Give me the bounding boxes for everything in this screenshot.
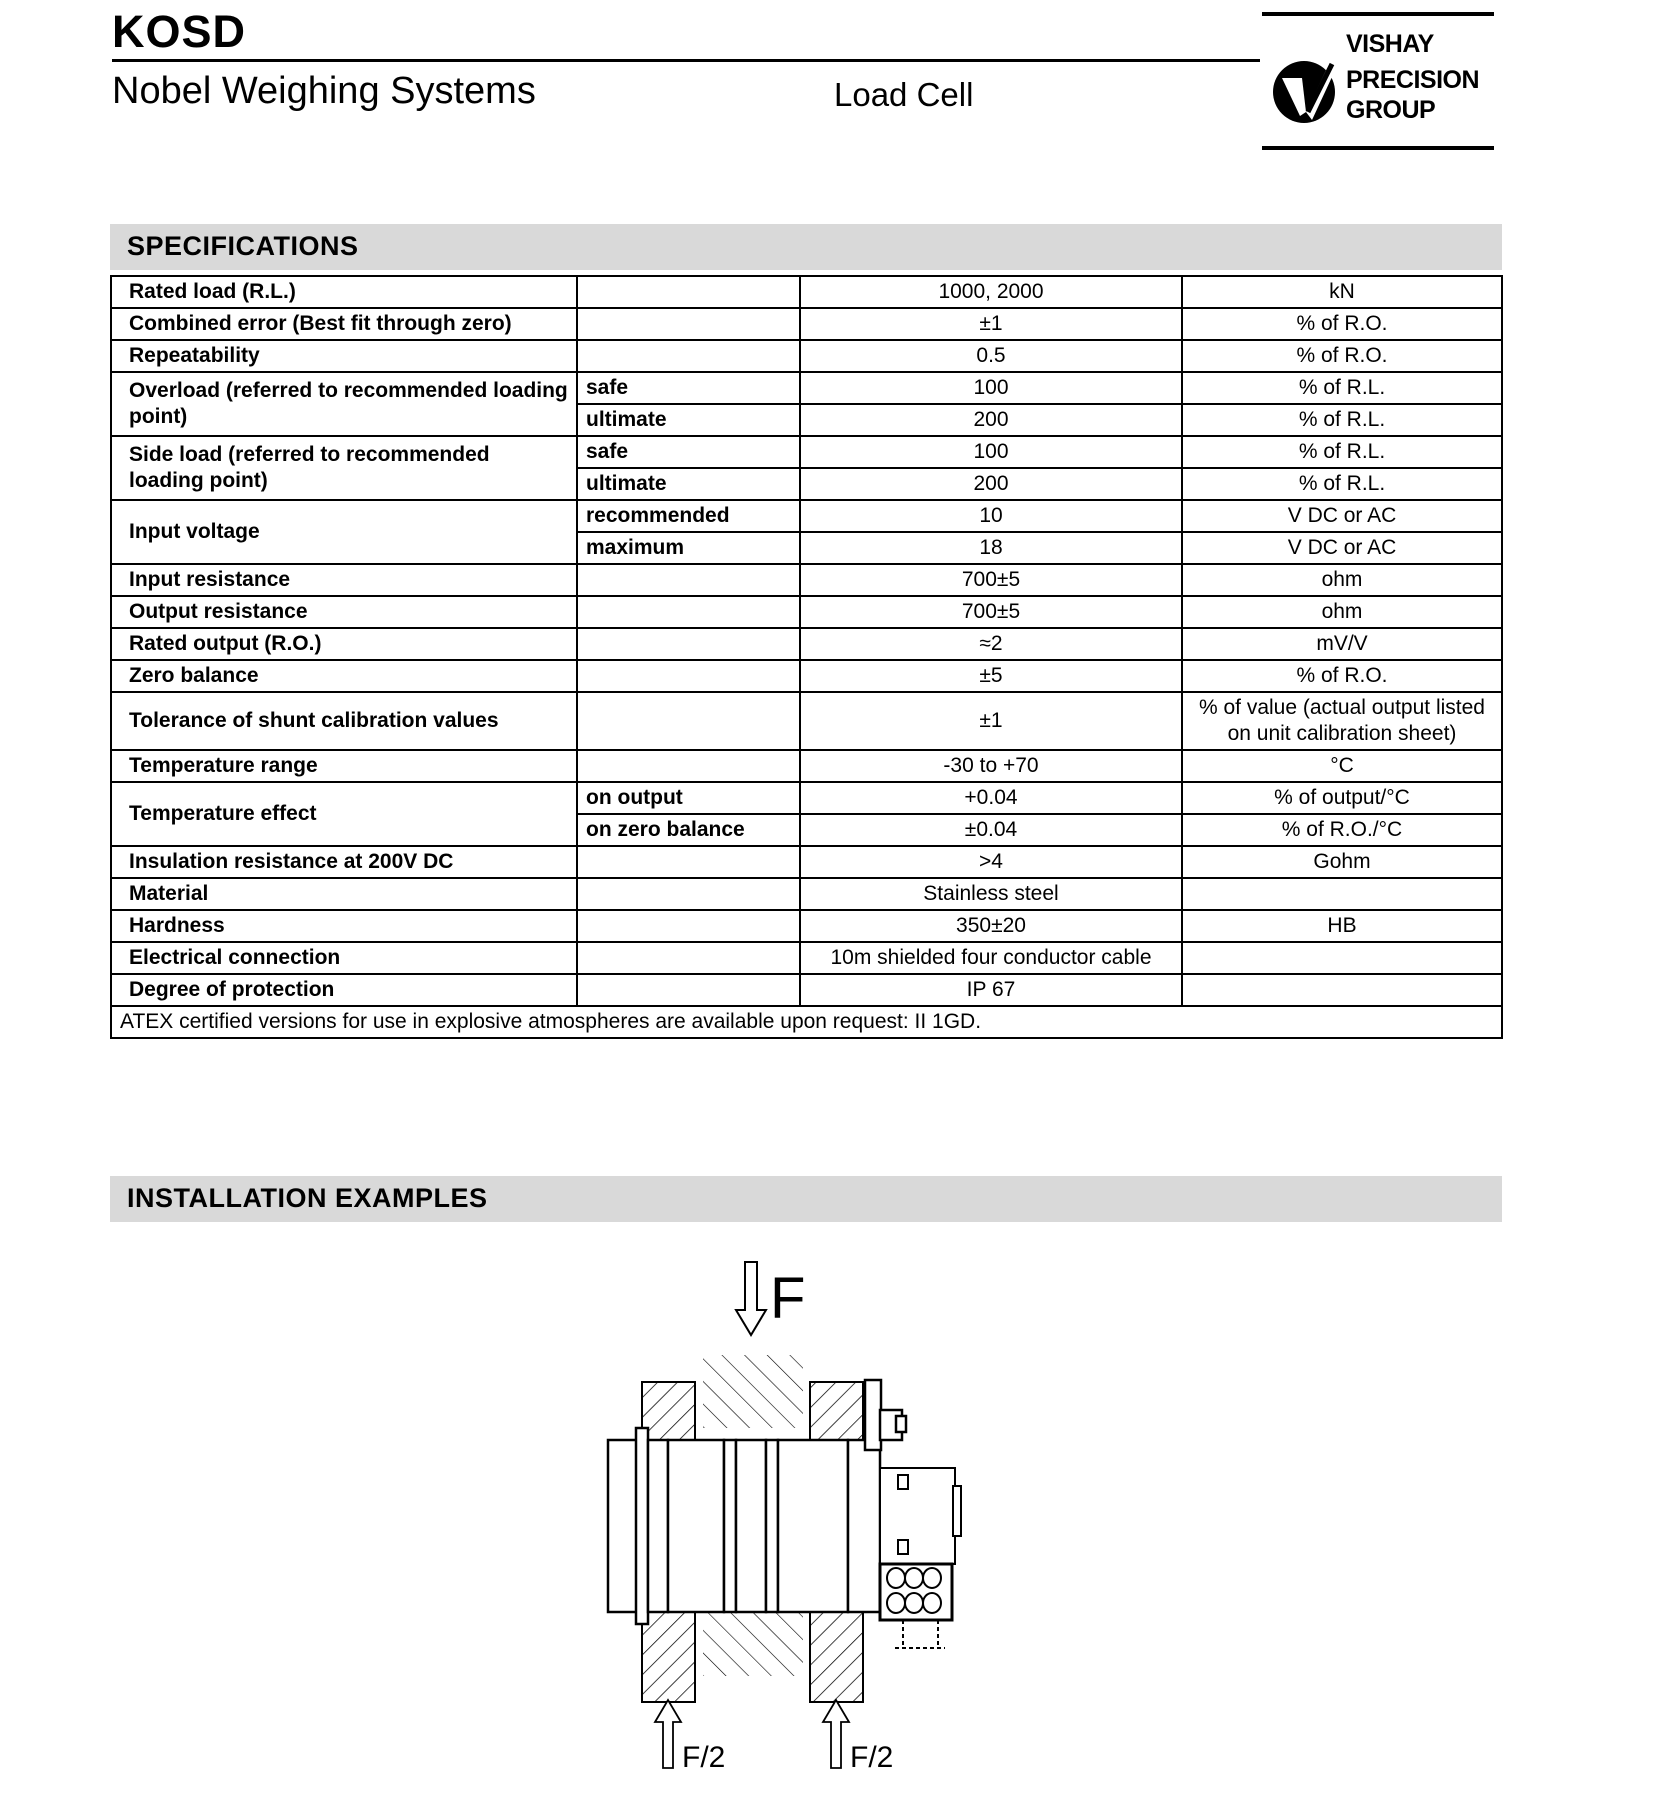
sub-cell xyxy=(577,660,800,692)
specifications-heading: SPECIFICATIONS xyxy=(127,231,359,261)
unit-cell: % of R.O./°C xyxy=(1182,814,1502,846)
table-row xyxy=(111,500,1502,532)
unit-cell: % of R.O. xyxy=(1182,308,1502,340)
param-cell: Insulation resistance at 200V DC xyxy=(111,846,577,878)
sub-cell xyxy=(577,596,800,628)
table-row xyxy=(111,974,1502,1006)
value-cell: ±0.04 xyxy=(800,814,1182,846)
sub-cell xyxy=(577,942,800,974)
sub-cell xyxy=(577,692,800,750)
reaction-label-right: F/2 xyxy=(850,1741,894,1774)
param-cell: Rated load (R.L.) xyxy=(111,276,577,308)
sub-cell xyxy=(577,628,800,660)
sub-cell: ultimate xyxy=(577,404,800,436)
value-cell: 18 xyxy=(800,532,1182,564)
sub-cell xyxy=(577,750,800,782)
sub-cell: maximum xyxy=(577,532,800,564)
param-cell: Rated output (R.O.) xyxy=(111,628,577,660)
unit-cell: Gohm xyxy=(1182,846,1502,878)
table-row xyxy=(111,564,1502,596)
unit-cell: % of value (actual output listed on unit calibration sheet) xyxy=(1182,692,1502,750)
table-row xyxy=(111,628,1502,660)
table-row xyxy=(111,942,1502,974)
reaction-arrow-left xyxy=(655,1700,681,1768)
sub-cell xyxy=(577,308,800,340)
param-cell: Combined error (Best fit through zero) xyxy=(111,308,577,340)
unit-cell: % of R.L. xyxy=(1182,436,1502,468)
reaction-label-left: F/2 xyxy=(682,1741,726,1774)
param-cell: Overload (referred to recommended loading point) xyxy=(111,372,577,436)
unit-cell: V DC or AC xyxy=(1182,500,1502,532)
table-row xyxy=(111,596,1502,628)
sub-cell: ultimate xyxy=(577,468,800,500)
table-row xyxy=(111,910,1502,942)
unit-cell xyxy=(1182,942,1502,974)
value-cell: +0.04 xyxy=(800,782,1182,814)
table-row xyxy=(111,750,1502,782)
table-row xyxy=(111,436,1502,468)
logo-text-precision: PRECISION xyxy=(1346,66,1480,94)
value-cell: ±5 xyxy=(800,660,1182,692)
unit-cell: ohm xyxy=(1182,564,1502,596)
atex-note: ATEX certified versions for use in explosive atmospheres are available upon request: II 1GD. xyxy=(111,1006,1502,1038)
value-cell: ≈2 xyxy=(800,628,1182,660)
sub-cell xyxy=(577,276,800,308)
product-type: Load Cell xyxy=(834,76,974,113)
unit-cell xyxy=(1182,974,1502,1006)
unit-cell: % of R.O. xyxy=(1182,340,1502,372)
value-cell: 700±5 xyxy=(800,596,1182,628)
param-cell: Input voltage xyxy=(111,500,577,564)
value-cell: 1000, 2000 xyxy=(800,276,1182,308)
unit-cell: % of R.O. xyxy=(1182,660,1502,692)
table-row xyxy=(111,1006,1502,1038)
specifications-header xyxy=(110,224,1502,270)
param-cell: Input resistance xyxy=(111,564,577,596)
value-cell: 700±5 xyxy=(800,564,1182,596)
unit-cell: HB xyxy=(1182,910,1502,942)
value-cell: 200 xyxy=(800,404,1182,436)
sub-cell xyxy=(577,974,800,1006)
header-rule xyxy=(112,59,1260,62)
value-cell: ±1 xyxy=(800,308,1182,340)
value-cell: IP 67 xyxy=(800,974,1182,1006)
vpg-emblem-icon xyxy=(1270,56,1342,128)
logo-text-group: GROUP xyxy=(1346,96,1436,124)
value-cell: ±1 xyxy=(800,692,1182,750)
logo-bottom-rule xyxy=(1262,146,1494,150)
unit-cell: kN xyxy=(1182,276,1502,308)
specifications-table xyxy=(110,275,1503,1039)
force-arrow xyxy=(736,1262,766,1335)
param-cell: Material xyxy=(111,878,577,910)
param-cell: Hardness xyxy=(111,910,577,942)
unit-cell: mV/V xyxy=(1182,628,1502,660)
table-row xyxy=(111,782,1502,814)
installation-diagram xyxy=(600,1255,980,1775)
sub-cell xyxy=(577,910,800,942)
sub-cell xyxy=(577,878,800,910)
table-row xyxy=(111,372,1502,404)
unit-cell: V DC or AC xyxy=(1182,532,1502,564)
param-cell: Repeatability xyxy=(111,340,577,372)
installation-header xyxy=(110,1176,1502,1222)
force-label: F xyxy=(770,1266,806,1331)
sub-cell: recommended xyxy=(577,500,800,532)
param-cell: Temperature effect xyxy=(111,782,577,846)
table-row xyxy=(111,340,1502,372)
table-row xyxy=(111,692,1502,750)
param-cell: Degree of protection xyxy=(111,974,577,1006)
sub-cell: safe xyxy=(577,436,800,468)
unit-cell xyxy=(1182,878,1502,910)
value-cell: 350±20 xyxy=(800,910,1182,942)
param-cell: Electrical connection xyxy=(111,942,577,974)
value-cell: Stainless steel xyxy=(800,878,1182,910)
company-name: Nobel Weighing Systems xyxy=(112,70,536,112)
param-cell: Tolerance of shunt calibration values xyxy=(111,692,577,750)
unit-cell: % of R.L. xyxy=(1182,372,1502,404)
unit-cell: % of R.L. xyxy=(1182,468,1502,500)
sub-cell: on output xyxy=(577,782,800,814)
sub-cell xyxy=(577,564,800,596)
value-cell: 100 xyxy=(800,372,1182,404)
value-cell: >4 xyxy=(800,846,1182,878)
cable-connector xyxy=(880,1468,961,1648)
sub-cell xyxy=(577,340,800,372)
value-cell: 10m shielded four conductor cable xyxy=(800,942,1182,974)
sub-cell: safe xyxy=(577,372,800,404)
value-cell: 100 xyxy=(800,436,1182,468)
unit-cell: °C xyxy=(1182,750,1502,782)
param-cell: Output resistance xyxy=(111,596,577,628)
param-cell: Side load (referred to recommended loading point) xyxy=(111,436,577,500)
sub-cell xyxy=(577,846,800,878)
vishay-logo xyxy=(1262,12,1494,150)
table-row xyxy=(111,878,1502,910)
param-cell: Zero balance xyxy=(111,660,577,692)
table-row xyxy=(111,846,1502,878)
value-cell: 0.5 xyxy=(800,340,1182,372)
logo-top-rule xyxy=(1262,12,1494,16)
table-row xyxy=(111,276,1502,308)
unit-cell: % of R.L. xyxy=(1182,404,1502,436)
logo-text-vishay: VISHAY xyxy=(1346,30,1434,58)
value-cell: -30 to +70 xyxy=(800,750,1182,782)
table-row xyxy=(111,308,1502,340)
sub-cell: on zero balance xyxy=(577,814,800,846)
param-cell: Temperature range xyxy=(111,750,577,782)
table-row xyxy=(111,660,1502,692)
installation-heading: INSTALLATION EXAMPLES xyxy=(127,1183,488,1213)
reaction-arrow-right xyxy=(823,1700,849,1768)
unit-cell: ohm xyxy=(1182,596,1502,628)
value-cell: 200 xyxy=(800,468,1182,500)
unit-cell: % of output/°C xyxy=(1182,782,1502,814)
document-title: KOSD xyxy=(112,6,247,57)
value-cell: 10 xyxy=(800,500,1182,532)
